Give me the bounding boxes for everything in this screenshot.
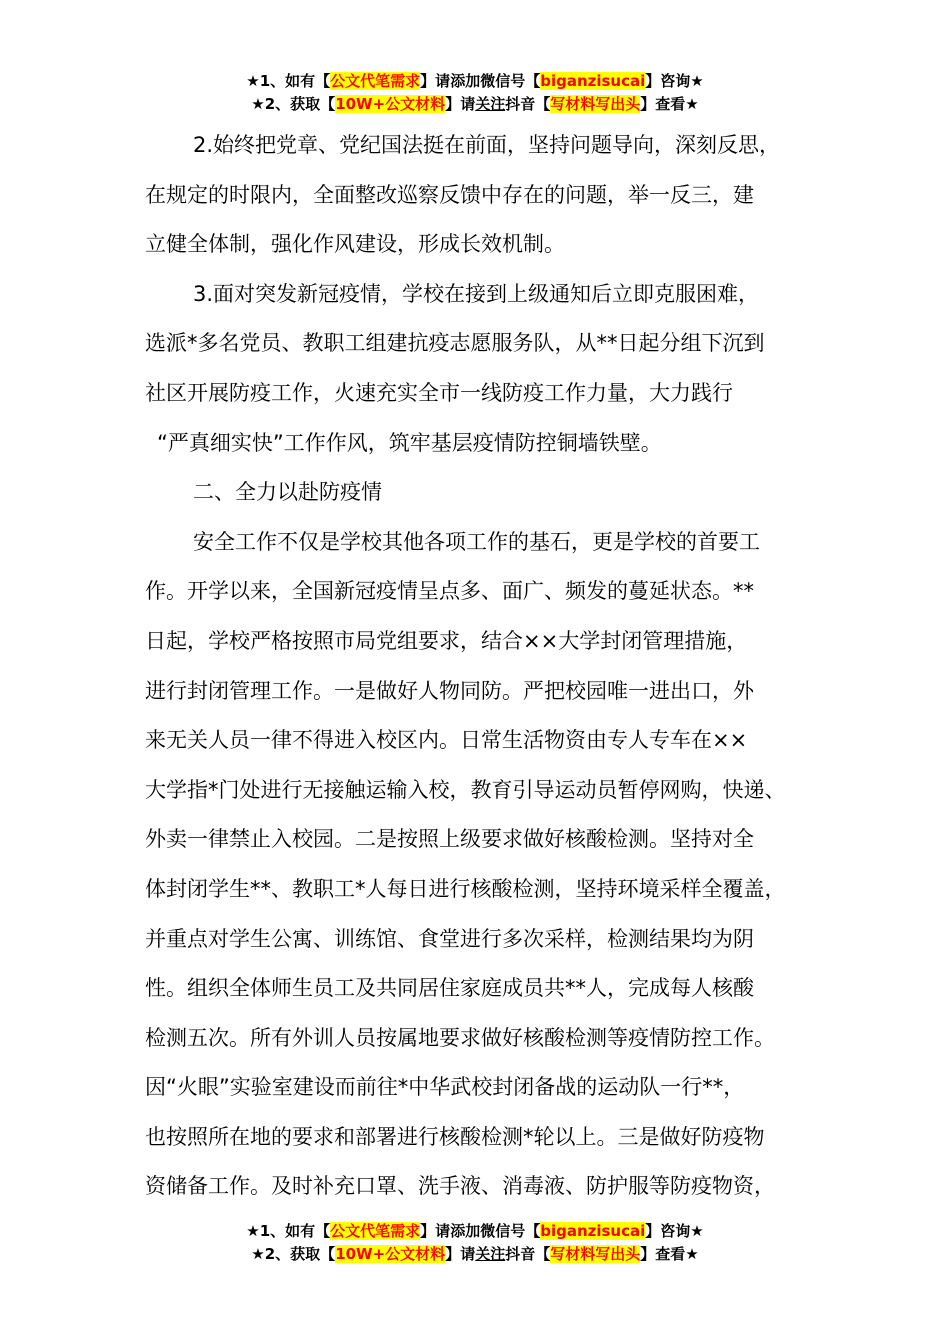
banner-line-2	[0, 93, 950, 116]
highlight-text: 10W+公文材料	[335, 95, 446, 113]
section-heading: 二、全力以赴防疫情	[193, 480, 382, 505]
highlight-text: biganzisucai	[540, 1222, 646, 1240]
banner-line-1	[0, 70, 950, 93]
banner-text: 抖音【	[505, 95, 551, 113]
banner-text: 】请	[420, 72, 451, 90]
banner-text: 】咨询★	[645, 1222, 704, 1240]
body-line: 在规定的时限内，全面整改巡察反馈中存在的问题，举一反三，建	[145, 182, 754, 207]
body-line: 大学指*门处进行无接触运输入校，教育引导运动员暂停网购，快递、	[145, 777, 786, 802]
body-line: 也按照所在地的要求和部署进行核酸检测*轮以上。三是做好防疫物	[145, 1124, 765, 1149]
banner-text: 关注	[475, 95, 506, 113]
banner-text: 】咨询★	[645, 72, 704, 90]
header-banner	[0, 70, 950, 116]
highlight-text: 写材料写出头	[550, 1245, 641, 1263]
body-line: 并重点对学生公寓、训练馆、食堂进行多次采样，检测结果均为阴	[145, 926, 754, 951]
body-line: 来无关人员一律不得进入校区内。日常生活物资由专人专车在××	[145, 728, 748, 753]
banner-text: ★2、获取【	[251, 1245, 336, 1263]
body-line: 性。组织全体师生员工及共同居住家庭成员共**人，完成每人核酸	[145, 976, 754, 1001]
body-line: 社区开展防疫工作，火速充实全市一线防疫工作力量，大力践行	[145, 380, 733, 405]
banner-text: 】请	[445, 95, 476, 113]
body-line: 检测五次。所有外训人员按属地要求做好核酸检测等疫情防控工作。	[145, 1025, 775, 1050]
document-body	[145, 121, 825, 1212]
highlight-text: 公文代笔需求	[330, 72, 421, 90]
banner-text: 关注	[475, 1245, 506, 1263]
body-line: 资储备工作。及时补充口罩、洗手液、消毒液、防护服等防疫物资，	[145, 1174, 775, 1199]
body-line: 体封闭学生**、教职工*人每日进行核酸检测，坚持环境采样全覆盖，	[145, 876, 786, 901]
body-line: 2.始终把党章、党纪国法挺在前面，坚持问题导向，深刻反思，	[193, 133, 781, 157]
footer-banner	[0, 1220, 950, 1266]
banner-text: 微信号【	[480, 72, 541, 90]
body-line: 外卖一律禁止入校园。二是按照上级要求做好核酸检测。坚持对全	[145, 827, 754, 852]
banner-text: ★1、如有【	[246, 1222, 331, 1240]
body-line: 3.面对突发新冠疫情，学校在接到上级通知后立即克服困难，	[193, 281, 760, 306]
banner-text: 】请	[420, 1222, 451, 1240]
banner-text: ★1、如有【	[246, 72, 331, 90]
body-line: “严真细实快”工作作风，筑牢基层疫情防控铜墙铁壁。	[157, 430, 662, 455]
body-line: 因“火眼”实验室建设而前往*中华武校封闭备战的运动队一行**，	[145, 1075, 745, 1100]
banner-line-1	[0, 1220, 950, 1243]
body-line: 安全工作不仅是学校其他各项工作的基石，更是学校的首要工	[193, 529, 760, 554]
highlight-text: 10W+公文材料	[335, 1245, 446, 1263]
body-line: 选派*多名党员、教职工组建抗疫志愿服务队，从**日起分组下沉到	[145, 331, 765, 356]
banner-text: 】查看★	[640, 1245, 699, 1263]
body-line: 进行封闭管理工作。一是做好人物同防。严把校园唯一进出口，外	[145, 678, 754, 703]
highlight-text: 公文代笔需求	[330, 1222, 421, 1240]
banner-text: 抖音【	[505, 1245, 551, 1263]
banner-text: 添加	[450, 1222, 481, 1240]
highlight-text: biganzisucai	[540, 72, 646, 90]
body-line: 日起，学校严格按照市局党组要求，结合××大学封闭管理措施，	[145, 628, 748, 653]
banner-text: 】查看★	[640, 95, 699, 113]
banner-text: 添加	[450, 72, 481, 90]
highlight-text: 写材料写出头	[550, 95, 641, 113]
banner-text: 微信号【	[480, 1222, 541, 1240]
body-line: 作。开学以来，全国新冠疫情呈点多、面广、频发的蔓延状态。**	[145, 579, 754, 604]
banner-text: 】请	[445, 1245, 476, 1263]
banner-line-2	[0, 1243, 950, 1266]
body-line: 立健全体制，强化作风建设，形成长效机制。	[145, 232, 565, 257]
banner-text: ★2、获取【	[251, 95, 336, 113]
